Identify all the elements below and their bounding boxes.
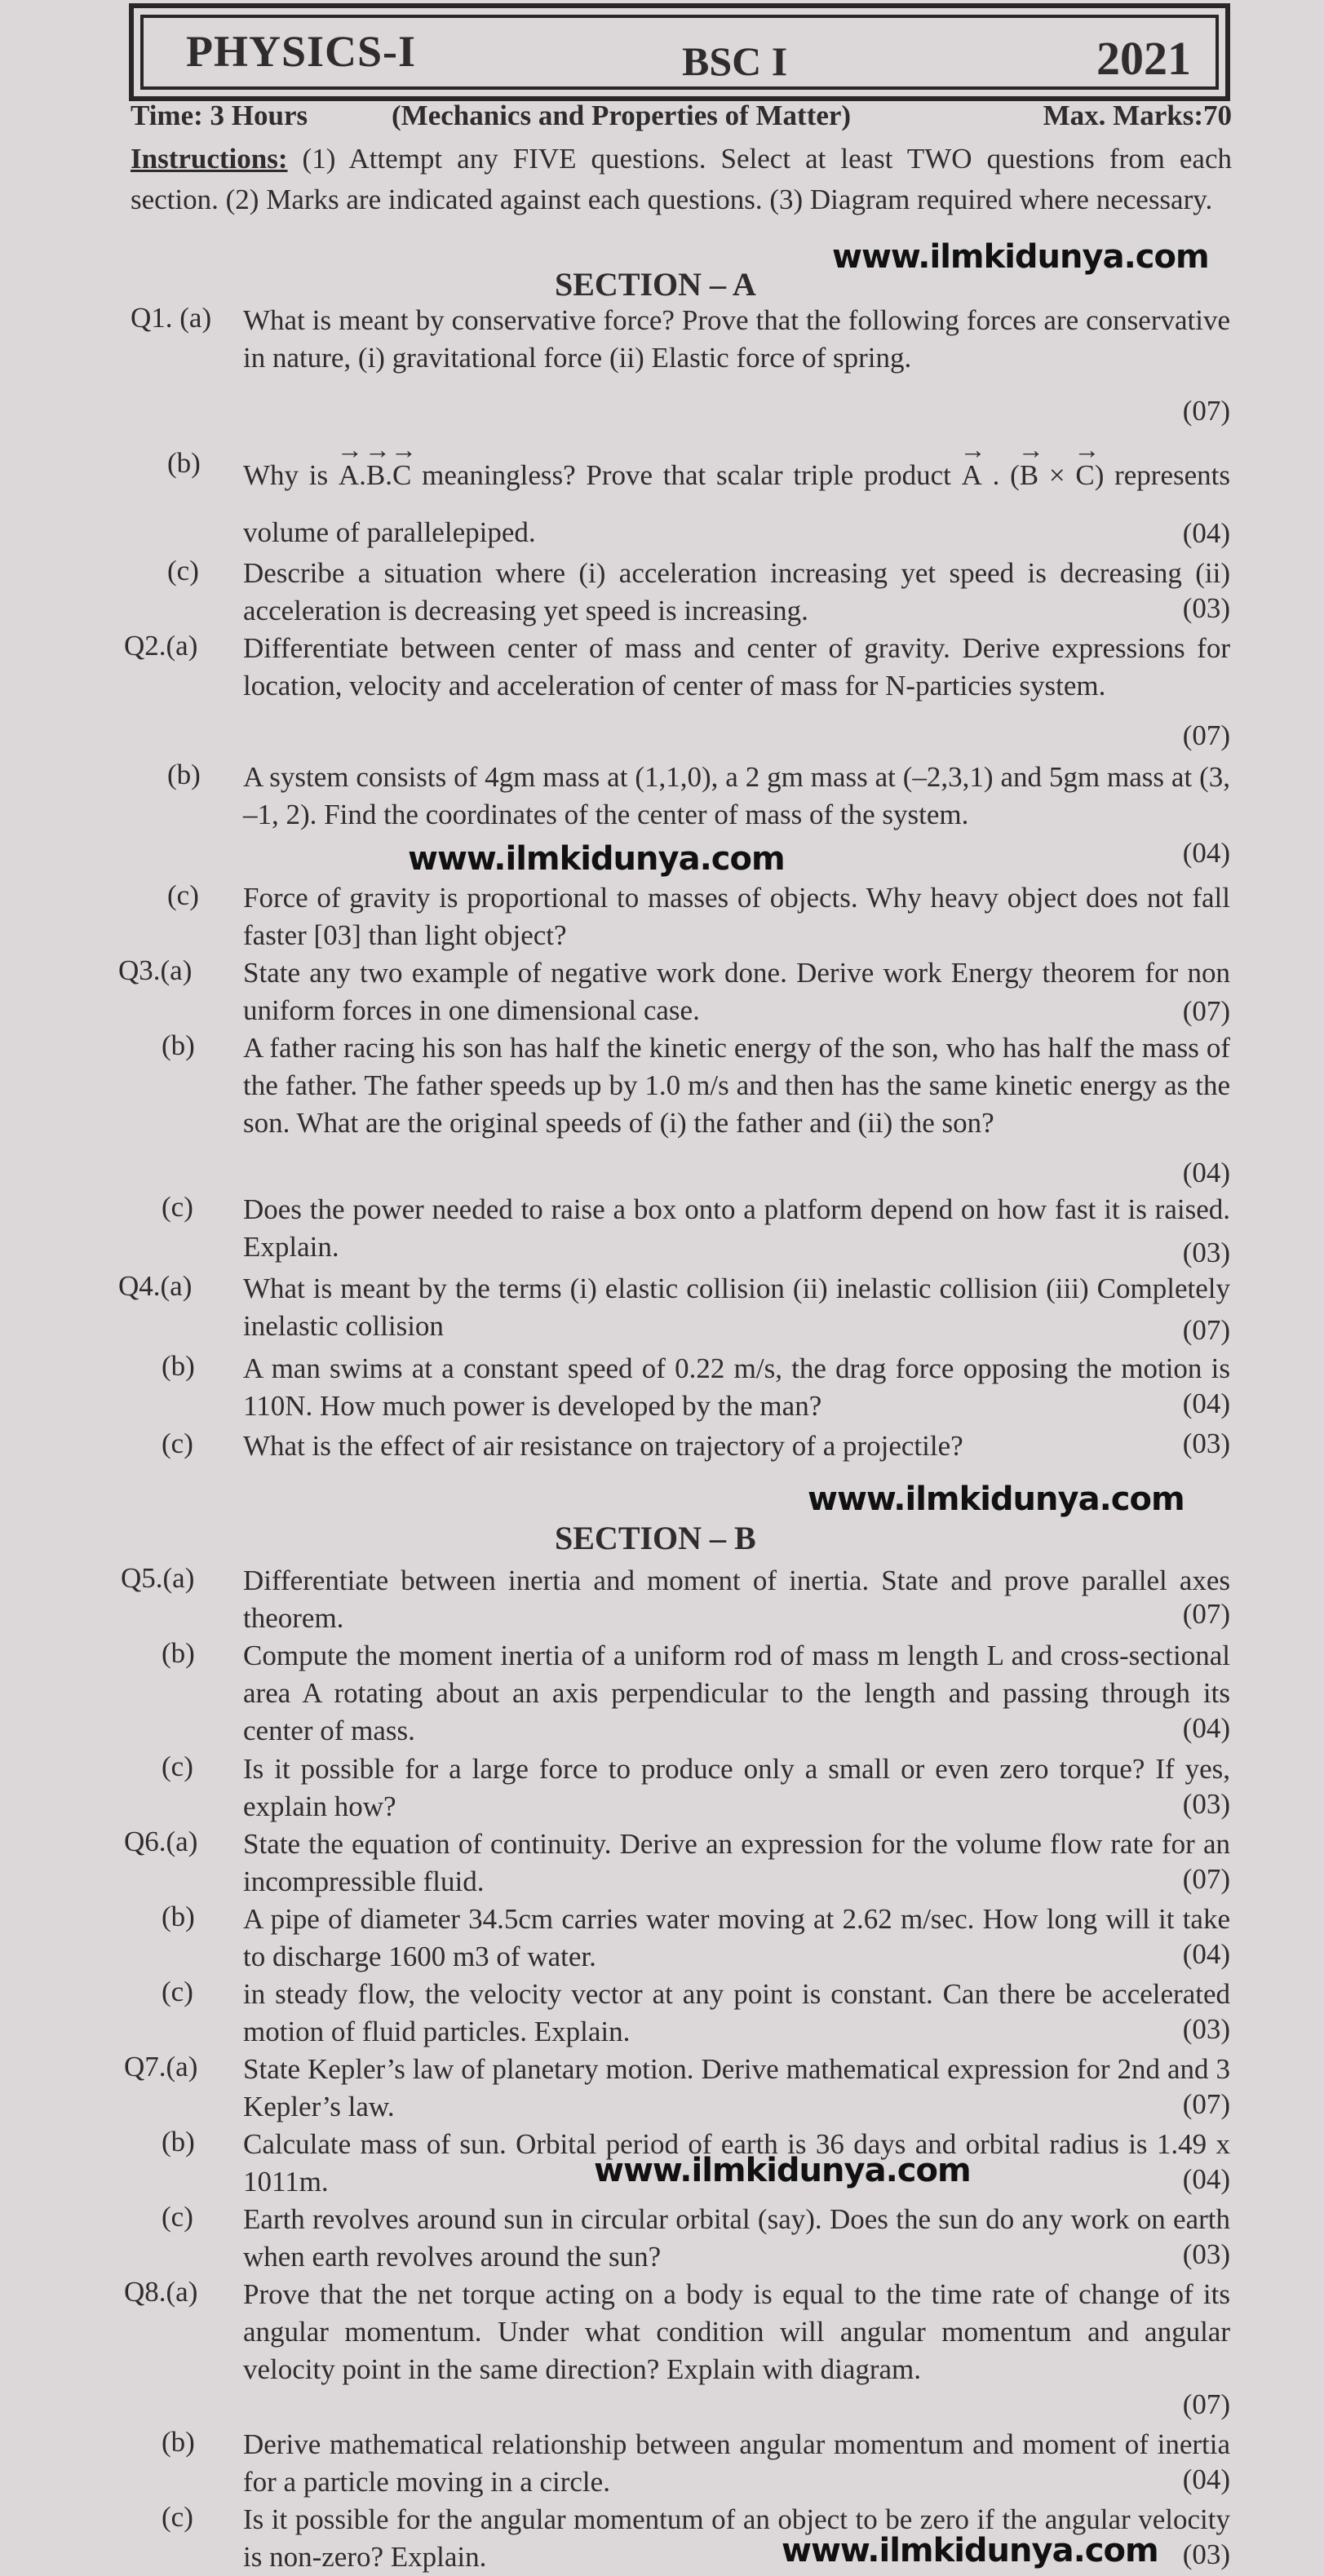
- watermark: www.ilmkidunya.com: [808, 1481, 1185, 1518]
- question-number: Q4.(a): [118, 1270, 193, 1302]
- question-marks: (07): [1182, 1863, 1230, 1895]
- section-a-heading: SECTION – A: [555, 266, 756, 303]
- question-text: in steady flow, the velocity vector at any point is constant. Can there be accelerated motion of fluid particles. Explain.: [243, 1978, 1230, 2047]
- exam-year: 2021: [1096, 32, 1191, 85]
- vector-b: → B: [366, 447, 385, 504]
- paper-title: (Mechanics and Properties of Matter): [392, 100, 852, 131]
- instructions-label: Instructions:: [131, 143, 288, 175]
- question-marks: (04): [1182, 1388, 1230, 1419]
- subject-title: PHYSICS-I: [186, 27, 417, 76]
- question-number: (b): [162, 1350, 195, 1382]
- vector-b: → B: [1020, 447, 1038, 504]
- instructions-text: (1) Attempt any FIVE questions. Select at least TWO questions from each section. (2) Marks are indicated against each questions. (3) Diagram required where necessary.: [131, 143, 1232, 215]
- question-number: Q7.(a): [124, 2051, 198, 2082]
- class-label: BSC I: [682, 38, 788, 84]
- question-text: Does the power needed to raise a box onto a platform depend on how fast it is raised. Explain.: [243, 1193, 1230, 1263]
- question-number: (b): [167, 759, 201, 790]
- question-text: State any two example of negative work done. Derive work Energy theorem for non uniform forces in one dimensional case.: [243, 957, 1230, 1026]
- watermark: www.ilmkidunya.com: [594, 2152, 971, 2189]
- question-number: (c): [162, 2201, 193, 2233]
- question-marks: (07): [1182, 719, 1230, 751]
- question-number: (c): [167, 555, 199, 586]
- question-marks: (03): [1182, 2013, 1230, 2045]
- question-text: What is meant by conservative force? Prove that the following forces are conservative in nature, (i) gravitational force (ii) Elastic force of spring.: [243, 304, 1230, 374]
- question-number: (c): [162, 1427, 193, 1459]
- question-text: Calculate mass of sun. Orbital period of earth is 36 days and orbital radius is 1.49 x 1011m.: [243, 2128, 1230, 2198]
- question-marks: (03): [1182, 2238, 1230, 2270]
- question-marks: (07): [1182, 2388, 1230, 2420]
- time-label: Time: 3 Hours: [131, 100, 308, 131]
- question-text: What is meant by the terms (i) elastic collision (ii) inelastic collision (iii) Completely inelastic collision: [243, 1273, 1230, 1342]
- question-text: What is the effect of air resistance on trajectory of a projectile?: [243, 1430, 963, 1462]
- max-marks: Max. Marks:70: [1043, 100, 1232, 131]
- question-text: Why is → A.→ B.→ C meaningless? Prove that scalar triple product → A . (→ B × → C) represents volume of parallelepiped.: [243, 447, 1230, 561]
- question-text: Force of gravity is proportional to masses of objects. Why heavy object does not fall faster [03] than light object?: [243, 882, 1230, 951]
- question-number: Q3.(a): [118, 954, 193, 986]
- question-text: Describe a situation where (i) acceleration increasing yet speed is decreasing (ii) acceleration is decreasing yet speed is increasing.: [243, 557, 1230, 626]
- question-marks: (07): [1182, 395, 1230, 427]
- question-text: Compute the moment inertia of a uniform rod of mass m length L and cross-sectional area A rotating about an axis perpendicular to the length and passing through its center of mass.: [243, 1640, 1230, 1746]
- instructions: [131, 139, 1232, 220]
- watermark: www.ilmkidunya.com: [782, 2532, 1158, 2569]
- question-text: Earth revolves around sun in circular orbital (say). Does the sun do any work on earth when earth revolves around the sun?: [243, 2203, 1230, 2273]
- question-text: A system consists of 4gm mass at (1,1,0), a 2 gm mass at (–2,3,1) and 5gm mass at (3, –1, 2). Find the coordinates of the center of mass of the system.: [243, 761, 1230, 830]
- question-marks: (07): [1182, 995, 1230, 1027]
- watermark: www.ilmkidunya.com: [408, 840, 785, 878]
- section-b-heading: SECTION – B: [555, 1520, 756, 1556]
- question-number: Q2.(a): [124, 630, 198, 662]
- question-marks: (07): [1182, 1314, 1230, 1346]
- vector-a: → A: [339, 447, 359, 504]
- question-marks: (04): [1182, 1938, 1230, 1970]
- question-number: (c): [162, 1976, 193, 2007]
- question-number: (c): [162, 1751, 193, 1782]
- question-marks: (03): [1182, 1237, 1230, 1268]
- header-box: [129, 3, 1230, 101]
- question-text: A man swims at a constant speed of 0.22 m/s, the drag force opposing the motion is 110N. How much power is developed by the man?: [243, 1352, 1230, 1422]
- question-marks: (04): [1182, 1712, 1230, 1744]
- question-marks: (04): [1182, 2463, 1230, 2495]
- question-text: State the equation of continuity. Derive an expression for the volume flow rate for an incompressible fluid.: [243, 1828, 1230, 1897]
- question-marks: (07): [1182, 2088, 1230, 2120]
- question-marks: (03): [1182, 1427, 1230, 1459]
- vector-a: → A: [962, 447, 982, 504]
- vector-c: → C: [1075, 447, 1094, 504]
- header-inner-border: [140, 15, 1219, 90]
- question-number: Q1. (a): [131, 302, 212, 334]
- question-marks: (03): [1182, 592, 1230, 624]
- question-text: Derive mathematical relationship between angular momentum and moment of inertia for a particle moving in a circle.: [243, 2428, 1230, 2498]
- question-marks: (04): [1182, 2163, 1230, 2195]
- question-number: (c): [167, 879, 199, 911]
- question-number: (b): [162, 1637, 195, 1669]
- watermark: www.ilmkidunya.com: [832, 238, 1209, 276]
- question-number: (c): [162, 2501, 193, 2533]
- meta-row: [131, 100, 1232, 139]
- question-text: Prove that the net torque acting on a body is equal to the time rate of change of its angular momentum. Under what condition will angular momentum and angular velocity point in the same direction? Explain with diagram.: [243, 2278, 1230, 2385]
- question-marks: (03): [1182, 1788, 1230, 1820]
- question-marks: (04): [1182, 1157, 1230, 1188]
- question-marks: (04): [1182, 517, 1230, 549]
- question-text: Differentiate between center of mass and center of gravity. Derive expressions for location, velocity and acceleration of center of mass for N-particies system.: [243, 632, 1230, 702]
- question-marks: (04): [1182, 837, 1230, 869]
- question-text: Is it possible for a large force to produce only a small or even zero torque? If yes, explain how?: [243, 1753, 1230, 1822]
- question-number: (c): [162, 1191, 193, 1223]
- question-number: (b): [167, 447, 201, 479]
- question-text: Differentiate between inertia and moment of inertia. State and prove parallel axes theorem.: [243, 1565, 1230, 1634]
- question-marks: (03): [1182, 2538, 1230, 2570]
- question-text: A pipe of diameter 34.5cm carries water moving at 2.62 m/sec. How long will it take to discharge 1600 m3 of water.: [243, 1903, 1230, 1972]
- question-number: (b): [162, 2126, 195, 2158]
- question-number: (b): [162, 1901, 195, 1932]
- question-number: Q6.(a): [124, 1826, 198, 1857]
- question-text: A father racing his son has half the kinetic energy of the son, who has half the mass of the father. The father speeds up by 1.0 m/s and then has the same kinetic energy as the son. What are the original speeds of (i) the father and (ii) the son?: [243, 1032, 1230, 1139]
- question-number: Q8.(a): [124, 2276, 198, 2308]
- question-number: (b): [162, 2426, 195, 2458]
- question-number: (b): [162, 1029, 195, 1061]
- question-number: Q5.(a): [121, 1562, 195, 1594]
- vector-c: → C: [392, 447, 411, 504]
- question-text: State Kepler’s law of planetary motion. Derive mathematical expression for 2nd and 3 Kepler’s law.: [243, 2053, 1230, 2122]
- question-marks: (07): [1182, 1598, 1230, 1630]
- question-text: Is it possible for the angular momentum of an object to be zero if the angular velocity is non-zero? Explain.: [243, 2503, 1230, 2573]
